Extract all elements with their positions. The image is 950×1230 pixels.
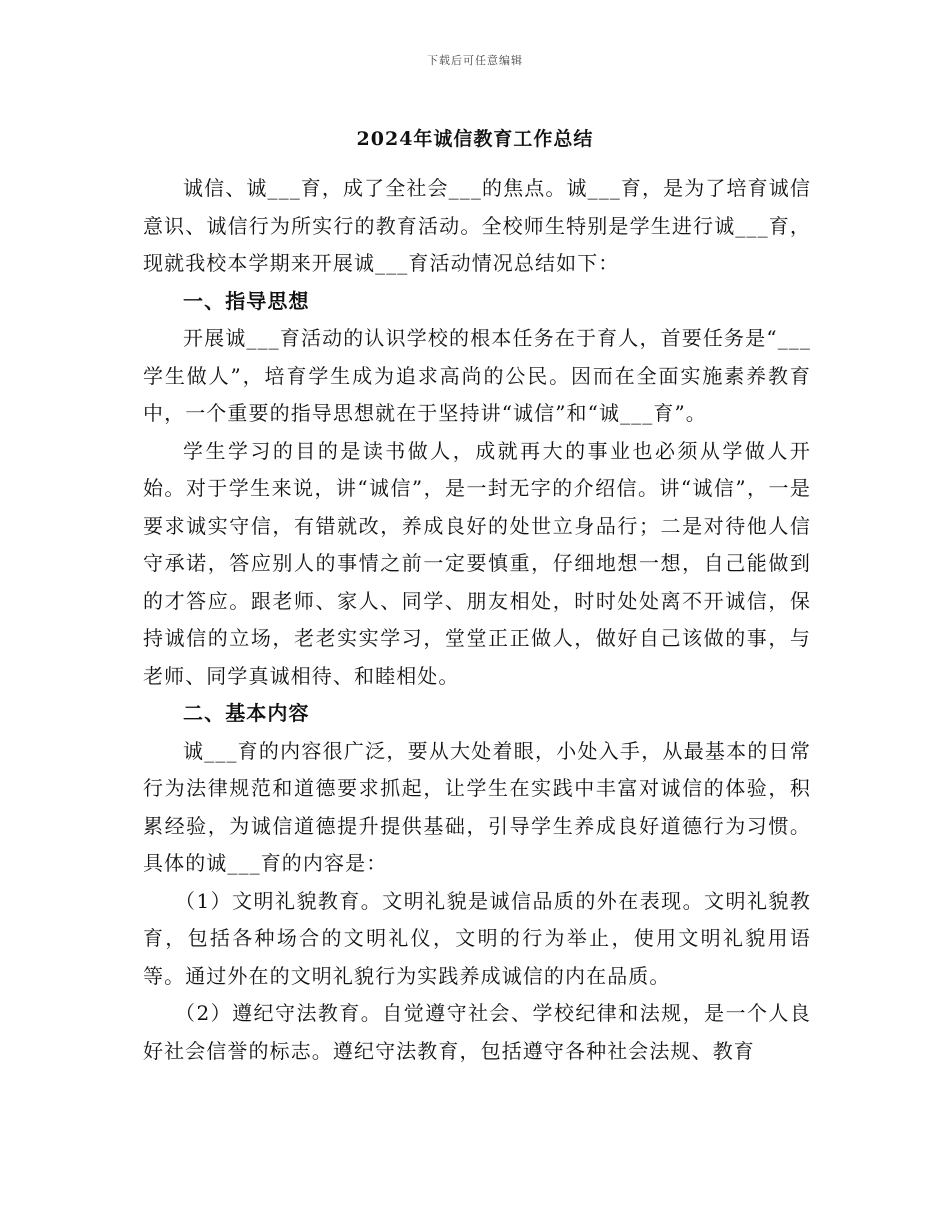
content-item-courtesy-education: （1）文明礼貌教育。文明礼貌是诚信品质的外在表现。文明礼貌教育，包括各种场合的文明礼仪，文明的行为举止，使用文明礼貌用语等。通过外在的文明礼貌行为实践养成诚信的内在品质。: [143, 888, 811, 988]
section1-paragraph-2: 学生学习的目的是读书做人，成就再大的事业也必须从学做人开始。对于学生来说，讲“诚信”，是一封无字的介绍信。讲“诚信”，一是要求诚实守信，有错就改，养成良好的处世立身品行；二是对待他人信守承诺，答应别人的事情之前一定要慎重，仔细地想一想，自己能做到的才答应。跟老师、家人、同学、朋友相处，时时处处离不开诚信，保持诚信的立场，老老实实学习，堂堂正正做人，做好自己该做的事，与老师、同学真诚相待、和睦相处。: [143, 438, 811, 688]
document-body: [143, 170, 811, 1070]
content-item-law-discipline-education: （2）遵纪守法教育。自觉遵守社会、学校纪律和法规，是一个人良好社会信誉的标志。遵纪守法教育，包括遵守各种社会法规、教育: [143, 1001, 811, 1063]
section-heading-basic-content: 二、基本内容: [183, 701, 310, 725]
section1-paragraph-1: 开展诚___育活动的认识学校的根本任务在于育人，首要任务是“___学生做人”，培育学生成为追求高尚的公民。因而在全面实施素养教育中，一个重要的指导思想就在于坚持讲“诚信”和“诚___育”。: [143, 326, 811, 425]
page-header-note: 下载后可任意编辑: [427, 54, 523, 67]
section2-paragraph-1: 诚___育的内容很广泛，要从大处着眼，小处入手，从最基本的日常行为法律规范和道德要求抓起，让学生在实践中丰富对诚信的体验，积累经验，为诚信道德提升提供基础，引导学生养成良好道德行为习惯。具体的诚___育的内容是：: [143, 738, 811, 875]
document-title: 2024年诚信教育工作总结: [356, 128, 594, 150]
intro-paragraph: 诚信、诚___育，成了全社会___的焦点。诚___育，是为了培育诚信意识、诚信行为所实行的教育活动。全校师生特别是学生进行诚___育，现就我校本学期来开展诚___育活动情况总结如下：: [143, 176, 811, 275]
section-heading-guiding-ideology: 一、指导思想: [183, 288, 310, 313]
